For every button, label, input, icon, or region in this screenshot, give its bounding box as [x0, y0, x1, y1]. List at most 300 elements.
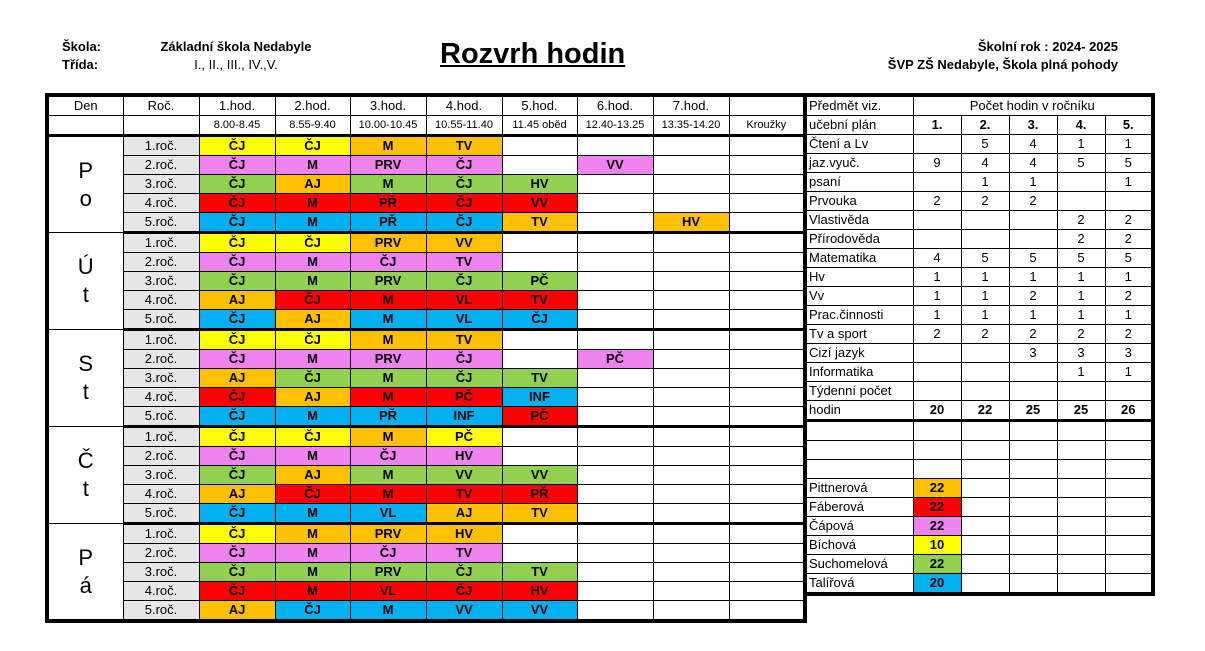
lesson-cell: TV [502, 563, 577, 582]
blank-cell [1057, 441, 1105, 460]
subject-name: Prac.činnosti [805, 306, 913, 325]
lesson-cell [729, 330, 805, 350]
lesson-cell [577, 407, 653, 427]
lesson-cell [577, 485, 653, 504]
lesson-cell: ČJ [275, 601, 350, 622]
lesson-cell: M [275, 213, 350, 233]
lesson-cell: HV [653, 213, 729, 233]
grade-label: 4.roč. [123, 194, 199, 213]
lesson-cell [577, 427, 653, 447]
blank-cell [805, 441, 913, 460]
lesson-cell [729, 175, 805, 194]
subject-hours [961, 344, 1009, 363]
subject-hours: 1 [913, 287, 961, 306]
time-header: 8.00-8.45 [199, 116, 275, 136]
lesson-cell [577, 563, 653, 582]
lesson-cell [577, 175, 653, 194]
lesson-cell: HV [502, 582, 577, 601]
lesson-cell: TV [502, 504, 577, 524]
blank-cell [1009, 441, 1057, 460]
lesson-cell: ČJ [199, 330, 275, 350]
subject-hours: 2 [913, 325, 961, 344]
lesson-cell [653, 544, 729, 563]
subject-hours: 1 [1105, 268, 1153, 287]
subject-hours: 4 [961, 154, 1009, 173]
teacher-name: Suchomelová [805, 555, 913, 574]
lesson-cell: VL [426, 310, 502, 330]
subject-name: Vv [805, 287, 913, 306]
lesson-cell [729, 253, 805, 272]
lesson-cell [653, 601, 729, 622]
subject-hours: 1 [1009, 268, 1057, 287]
lesson-cell [729, 213, 805, 233]
subject-name: jaz.vyuč. [805, 154, 913, 173]
lesson-cell [653, 136, 729, 156]
subject-name: Prvouka [805, 192, 913, 211]
subject-hours: 1 [961, 268, 1009, 287]
subject-hours: 3 [1009, 344, 1057, 363]
schedule-table [45, 93, 807, 623]
lesson-cell: AJ [275, 466, 350, 485]
subject-hours: 1 [1105, 306, 1153, 325]
subject-hours [961, 363, 1009, 382]
lesson-cell: ČJ [426, 272, 502, 291]
grade-label: 2.roč. [123, 544, 199, 563]
blank-cell [913, 421, 961, 441]
lesson-cell: ČJ [199, 136, 275, 156]
subject-hours [1057, 173, 1105, 192]
lesson-cell [729, 601, 805, 622]
subject-hours: 3 [1057, 344, 1105, 363]
subject-hours: 5 [1105, 249, 1153, 268]
subject-hours: 2 [961, 325, 1009, 344]
lesson-cell: VV [502, 466, 577, 485]
lesson-cell: TV [426, 330, 502, 350]
blank-cell [123, 116, 199, 136]
blank-cell [1009, 555, 1057, 574]
subject-hours: 2 [1105, 211, 1153, 230]
lesson-cell: ČJ [199, 466, 275, 485]
teacher-hours: 20 [913, 574, 961, 595]
lesson-cell: ČJ [275, 369, 350, 388]
lesson-cell: M [275, 350, 350, 369]
lesson-cell: M [275, 407, 350, 427]
subject-hours: 1 [1105, 135, 1153, 154]
day-label [47, 233, 123, 330]
lesson-cell [653, 427, 729, 447]
grade-label: 3.roč. [123, 369, 199, 388]
blank-cell [1057, 517, 1105, 536]
lesson-cell: M [350, 330, 426, 350]
day-label [47, 330, 123, 427]
blank-cell [1105, 555, 1153, 574]
blank-cell [1105, 536, 1153, 555]
plan-header: Předmět viz. [805, 95, 913, 116]
subject-hours: 2 [1105, 325, 1153, 344]
lesson-cell [502, 330, 577, 350]
lesson-cell: PČ [577, 350, 653, 369]
lesson-cell: M [275, 582, 350, 601]
lesson-cell: HV [426, 447, 502, 466]
blank-cell [1009, 479, 1057, 498]
lesson-cell [502, 524, 577, 544]
blank-cell [1009, 498, 1057, 517]
teacher-hours: 22 [913, 517, 961, 536]
blank-cell [961, 536, 1009, 555]
lesson-cell: PČ [502, 407, 577, 427]
grade-label: 1.roč. [123, 524, 199, 544]
grade-label: 2.roč. [123, 253, 199, 272]
blank-cell [1105, 498, 1153, 517]
blank-cell [1105, 460, 1153, 479]
lesson-cell [577, 466, 653, 485]
lesson-cell [653, 194, 729, 213]
subject-name: Hv [805, 268, 913, 287]
lesson-cell: ČJ [275, 233, 350, 253]
subject-hours: 1 [1057, 268, 1105, 287]
lesson-cell: ČJ [199, 544, 275, 563]
blank-cell [1057, 536, 1105, 555]
lesson-cell [502, 544, 577, 563]
blank-cell [961, 382, 1009, 401]
lesson-cell [729, 136, 805, 156]
lesson-cell [577, 582, 653, 601]
lesson-cell: ČJ [199, 272, 275, 291]
day-letter: Č [77, 448, 94, 473]
subject-name: Matematika [805, 249, 913, 268]
subject-hours [961, 230, 1009, 249]
blank-cell [961, 574, 1009, 595]
weekly-total: 25 [1009, 401, 1057, 421]
lesson-cell [729, 447, 805, 466]
subject-hours: 2 [961, 192, 1009, 211]
lesson-cell [653, 388, 729, 407]
lesson-cell [577, 330, 653, 350]
lesson-cell: HV [502, 175, 577, 194]
lesson-cell: M [275, 544, 350, 563]
hour-header: 7.hod. [653, 95, 729, 116]
lesson-cell [577, 388, 653, 407]
year-block [818, 38, 1118, 74]
grade-label: 5.roč. [123, 504, 199, 524]
lesson-cell: VV [426, 233, 502, 253]
lesson-cell [502, 447, 577, 466]
weekly-total: 20 [913, 401, 961, 421]
lesson-cell: ČJ [426, 350, 502, 369]
lesson-cell [577, 524, 653, 544]
weekly-label-2: hodin [805, 401, 913, 421]
col-roc-header: Roč. [123, 95, 199, 116]
lesson-cell [729, 407, 805, 427]
lesson-cell [653, 369, 729, 388]
subject-hours [1009, 230, 1057, 249]
lesson-cell [653, 310, 729, 330]
subject-name: Přírodověda [805, 230, 913, 249]
grade-label: 1.roč. [123, 330, 199, 350]
school-year: Školní rok : 2024- 2025 [977, 39, 1118, 54]
lesson-cell [577, 447, 653, 466]
lesson-cell [729, 350, 805, 369]
day-label [47, 136, 123, 233]
lesson-cell: M [350, 369, 426, 388]
lesson-cell: VV [502, 194, 577, 213]
lesson-cell: ČJ [275, 136, 350, 156]
lesson-cell [653, 233, 729, 253]
lesson-cell [653, 563, 729, 582]
lesson-cell: M [350, 388, 426, 407]
blank-cell [1105, 441, 1153, 460]
subject-hours: 4 [1009, 135, 1057, 154]
day-letter: P [78, 544, 94, 570]
lesson-cell [729, 291, 805, 310]
subject-hours: 5 [1057, 249, 1105, 268]
lesson-cell [577, 291, 653, 310]
subject-hours: 2 [1105, 287, 1153, 306]
grade-header: 1. [913, 116, 961, 135]
lesson-cell [653, 272, 729, 291]
grade-label: 2.roč. [123, 156, 199, 175]
teacher-hours: 22 [913, 555, 961, 574]
blank-cell [961, 479, 1009, 498]
lesson-cell: AJ [275, 388, 350, 407]
lesson-cell [577, 369, 653, 388]
blank-cell [47, 116, 123, 136]
lesson-cell: PRV [350, 272, 426, 291]
weekly-total: 26 [1105, 401, 1153, 421]
subject-hours [1009, 363, 1057, 382]
blank-cell [961, 498, 1009, 517]
lesson-cell: ČJ [199, 504, 275, 524]
blank-cell [913, 441, 961, 460]
blank-cell [1009, 382, 1057, 401]
lesson-cell [502, 136, 577, 156]
lesson-cell [502, 427, 577, 447]
grade-header: 3. [1009, 116, 1057, 135]
lesson-cell: ČJ [275, 427, 350, 447]
time-header: 10.00-10.45 [350, 116, 426, 136]
lesson-cell [653, 330, 729, 350]
grade-label: 2.roč. [123, 447, 199, 466]
grade-label: 2.roč. [123, 350, 199, 369]
subject-hours: 5 [961, 249, 1009, 268]
lesson-cell [653, 407, 729, 427]
subject-name: psaní [805, 173, 913, 192]
subject-hours [913, 211, 961, 230]
teacher-name: Čápová [805, 517, 913, 536]
subject-hours: 2 [1057, 230, 1105, 249]
subject-hours: 5 [1009, 249, 1057, 268]
lesson-cell: ČJ [199, 524, 275, 544]
day-letter: t [82, 379, 89, 404]
lesson-cell: PRV [350, 156, 426, 175]
subject-hours: 2 [1009, 325, 1057, 344]
blank-cell [1057, 498, 1105, 517]
lesson-cell: ČJ [199, 407, 275, 427]
lesson-cell [577, 544, 653, 563]
blank-cell [1009, 536, 1057, 555]
lesson-cell [577, 213, 653, 233]
lesson-cell [729, 485, 805, 504]
lesson-cell [577, 272, 653, 291]
subject-hours: 2 [1105, 230, 1153, 249]
subject-name: Tv a sport [805, 325, 913, 344]
lesson-cell: M [350, 291, 426, 310]
grade-label: 5.roč. [123, 310, 199, 330]
page-title: Rozvrh hodin [440, 38, 626, 70]
lesson-cell: ČJ [426, 194, 502, 213]
lesson-cell [653, 524, 729, 544]
lesson-cell: M [275, 524, 350, 544]
lesson-cell: PČ [502, 272, 577, 291]
lesson-cell [653, 156, 729, 175]
subject-hours: 1 [1105, 173, 1153, 192]
grade-label: 4.roč. [123, 291, 199, 310]
lesson-cell [729, 156, 805, 175]
lesson-cell: PŘ [350, 194, 426, 213]
blank-cell [1009, 460, 1057, 479]
grade-label: 1.roč. [123, 136, 199, 156]
lesson-cell: TV [426, 485, 502, 504]
grade-label: 1.roč. [123, 233, 199, 253]
blank-cell [913, 382, 961, 401]
lesson-cell [729, 310, 805, 330]
lesson-cell: AJ [199, 485, 275, 504]
blank-cell [1105, 382, 1153, 401]
subject-hours: 1 [1057, 363, 1105, 382]
lesson-cell: VL [350, 504, 426, 524]
subject-hours [1009, 211, 1057, 230]
subject-name: Vlastivěda [805, 211, 913, 230]
weekly-total: 22 [961, 401, 1009, 421]
subject-name: Cizí jazyk [805, 344, 913, 363]
teacher-hours: 22 [913, 498, 961, 517]
subject-name: Čtení a Lv [805, 135, 913, 154]
lesson-cell: ČJ [199, 447, 275, 466]
blank-cell [961, 555, 1009, 574]
lesson-cell [729, 544, 805, 563]
lesson-cell: AJ [275, 310, 350, 330]
lesson-cell [653, 504, 729, 524]
blank-cell [1057, 479, 1105, 498]
lesson-cell: TV [426, 544, 502, 563]
subject-hours: 2 [1009, 287, 1057, 306]
lesson-cell: M [275, 504, 350, 524]
blank-cell [1057, 421, 1105, 441]
lesson-cell: PRV [350, 233, 426, 253]
lesson-cell: ČJ [199, 350, 275, 369]
subject-hours: 1 [913, 306, 961, 325]
lesson-cell [577, 601, 653, 622]
lesson-cell: VL [350, 582, 426, 601]
lesson-cell: ČJ [199, 253, 275, 272]
classes: I., II., III., IV.,V. [194, 57, 278, 72]
grade-label: 4.roč. [123, 388, 199, 407]
school-label: Škola: [62, 39, 102, 54]
blank-cell [1057, 555, 1105, 574]
grade-label: 5.roč. [123, 213, 199, 233]
grade-label: 4.roč. [123, 582, 199, 601]
lesson-cell: ČJ [199, 233, 275, 253]
lesson-cell: VV [577, 156, 653, 175]
teacher-hours: 22 [913, 479, 961, 498]
subject-hours: 1 [1057, 287, 1105, 306]
grade-header: 4. [1057, 116, 1105, 135]
subject-hours: 1 [961, 306, 1009, 325]
teacher-name: Talířová [805, 574, 913, 595]
subject-hours [913, 173, 961, 192]
subject-hours [913, 363, 961, 382]
lesson-cell [577, 233, 653, 253]
count-header: Počet hodin v ročníku [913, 95, 1153, 116]
day-label [47, 524, 123, 622]
subject-hours [1057, 192, 1105, 211]
lesson-cell [502, 233, 577, 253]
lesson-cell: TV [426, 136, 502, 156]
subject-hours [1105, 192, 1153, 211]
lesson-cell: HV [426, 524, 502, 544]
blank-cell [1105, 517, 1153, 536]
lesson-cell: ČJ [199, 310, 275, 330]
hour-header: 2.hod. [275, 95, 350, 116]
lesson-cell: M [350, 601, 426, 622]
lesson-cell: PŘ [350, 407, 426, 427]
lesson-cell: ČJ [426, 369, 502, 388]
lesson-cell [729, 582, 805, 601]
subject-hours: 1 [961, 287, 1009, 306]
lesson-cell: ČJ [426, 213, 502, 233]
lesson-cell [577, 310, 653, 330]
day-letter: Ú [77, 254, 94, 279]
lesson-cell: ČJ [275, 291, 350, 310]
school-name-block [146, 38, 326, 74]
class-label: Třída: [62, 57, 99, 72]
hour-header: 3.hod. [350, 95, 426, 116]
lesson-cell: M [350, 136, 426, 156]
subject-hours: 1 [1009, 173, 1057, 192]
teacher-name: Pittnerová [805, 479, 913, 498]
subject-hours [913, 344, 961, 363]
lesson-cell [653, 466, 729, 485]
school-label-block [62, 38, 101, 74]
lesson-cell: TV [502, 369, 577, 388]
subject-hours: 1 [1057, 135, 1105, 154]
subject-hours: 1 [1105, 363, 1153, 382]
blank-cell [1105, 421, 1153, 441]
lesson-cell: ČJ [199, 582, 275, 601]
hour-header: 1.hod. [199, 95, 275, 116]
lesson-cell: ČJ [199, 427, 275, 447]
teacher-name: Bíchová [805, 536, 913, 555]
hour-header [729, 95, 805, 116]
lesson-cell [577, 504, 653, 524]
lesson-cell [577, 194, 653, 213]
lesson-cell: ČJ [502, 310, 577, 330]
lesson-cell: ČJ [426, 156, 502, 175]
blank-cell [805, 460, 913, 479]
day-letter: S [78, 351, 94, 376]
lesson-cell: PRV [350, 350, 426, 369]
weekly-total: 25 [1057, 401, 1105, 421]
lesson-cell: PŘ [350, 213, 426, 233]
subject-hours: 2 [1057, 325, 1105, 344]
lesson-cell: ČJ [199, 388, 275, 407]
time-header: 8.55-9.40 [275, 116, 350, 136]
lesson-cell [729, 563, 805, 582]
lesson-cell: PŘ [502, 485, 577, 504]
grade-label: 5.roč. [123, 407, 199, 427]
subject-hours: 2 [1009, 192, 1057, 211]
lesson-cell [729, 466, 805, 485]
